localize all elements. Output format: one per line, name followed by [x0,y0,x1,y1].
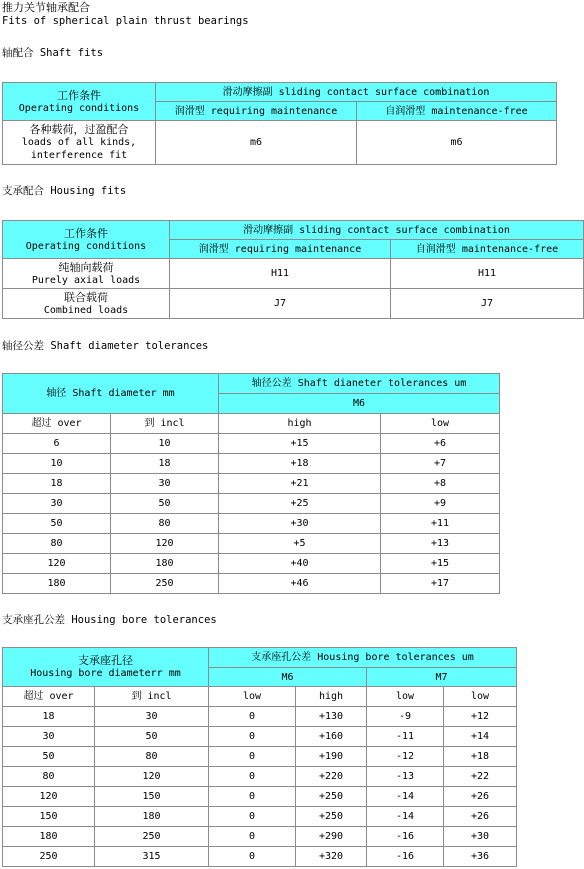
cell: 0 [209,767,296,787]
cell: 120 [3,554,111,574]
cell: 0 [209,847,296,867]
m7-low-header-2: low [444,687,517,707]
requiring-maintenance-header: 润滑型 requiring maintenance [170,240,391,259]
cell: 250 [95,827,209,847]
cell: 80 [111,514,219,534]
cell: -11 [367,727,444,747]
cell: +18 [219,454,381,474]
tolerance-class-m6: M6 [209,668,367,687]
housing-fits-table [2,220,584,319]
cell: +26 [444,807,517,827]
cell: +15 [381,554,500,574]
condition-label-cn: 纯轴向载荷 [58,260,114,274]
incl-header: 到 incl [111,414,219,434]
cell: +290 [296,827,367,847]
cell: 0 [209,807,296,827]
cell: +13 [381,534,500,554]
table-row [3,534,500,554]
shaft-tolerances-table [2,373,500,594]
cell: +250 [296,787,367,807]
table-row [3,434,500,454]
cell: 150 [95,787,209,807]
cell: 0 [209,787,296,807]
cell: +12 [444,707,517,727]
cell: +17 [381,574,500,594]
fit-value-cell: J7 [170,289,391,319]
cell: -12 [367,747,444,767]
table-row [3,554,500,574]
cell: 30 [3,494,111,514]
table-row [3,827,517,847]
over-header: 超过 over [3,687,95,707]
cell: -9 [367,707,444,727]
maintenance-free-header: 自润滑型 maintenance-free [391,240,584,259]
table-row [3,767,517,787]
condition-label-en: Combined loads [43,304,129,316]
cell: 30 [95,707,209,727]
table-row [3,707,517,727]
tolerance-class-m6: M6 [219,394,500,414]
cell: +25 [219,494,381,514]
cell: 10 [3,454,111,474]
shaft-tolerance-header: 轴径公差 Shaft dianeter tolerances um [219,374,500,394]
cell: +36 [444,847,517,867]
conditions-header-cn: 工作条件 [64,226,108,240]
condition-label-cn: 各种载荷，过盈配合 [29,123,129,136]
cell: 50 [111,494,219,514]
cell: 120 [111,534,219,554]
incl-header: 到 incl [95,687,209,707]
cell: 180 [3,827,95,847]
cell: 18 [3,474,111,494]
cell: 180 [95,807,209,827]
cell: 120 [95,767,209,787]
cell: 50 [3,514,111,534]
table-row [3,474,500,494]
cell: 315 [95,847,209,867]
cell: 250 [3,847,95,867]
m7-low-header: low [367,687,444,707]
cell: +30 [444,827,517,847]
cell: +190 [296,747,367,767]
over-header: 超过 over [3,414,111,434]
cell: +30 [219,514,381,534]
housing-tolerances-heading: 支承座孔公差 Housing bore tolerances [2,614,217,626]
conditions-header-en: Operating conditions [18,102,140,114]
cell: +220 [296,767,367,787]
combination-header: 滑动摩擦副 sliding contact surface combination [156,83,557,102]
cell: +15 [219,434,381,454]
cell: 6 [3,434,111,454]
table-row [3,454,500,474]
condition-cell [3,289,170,319]
table-row [3,494,500,514]
fit-value-cell: m6 [156,121,357,165]
cell: +7 [381,454,500,474]
cell: 120 [3,787,95,807]
condition-label-cn: 联合载荷 [64,290,108,304]
page-title-en: Fits of spherical plain thrust bearings [2,15,249,27]
shaft-fits-heading: 轴配合 Shaft fits [2,47,104,59]
housing-diameter-header-en: Housing bore diameterr mm [30,668,181,679]
page-title-cn: 推力关节轴承配合 [2,1,90,14]
table-row [3,807,517,827]
table-row [3,847,517,867]
cell: +18 [444,747,517,767]
tolerance-class-m7: M7 [367,668,517,687]
fit-value-cell: H11 [170,259,391,289]
cell: +6 [381,434,500,454]
cell: +5 [219,534,381,554]
cell: -16 [367,827,444,847]
shaft-fits-table [2,82,557,165]
cell: 30 [111,474,219,494]
conditions-header [3,221,170,259]
fit-value-cell: J7 [391,289,584,319]
conditions-header-en: Operating conditions [25,240,147,252]
cell: +320 [296,847,367,867]
high-header: high [219,414,381,434]
cell: 80 [95,747,209,767]
cell: -13 [367,767,444,787]
cell: +9 [381,494,500,514]
condition-label-en: Purely axial loads [31,274,141,286]
cell: 80 [3,767,95,787]
cell: +46 [219,574,381,594]
cell: +14 [444,727,517,747]
cell: +130 [296,707,367,727]
shaft-diameter-header: 轴径 Shaft diameter mm [3,374,219,414]
m6-low-header: low [209,687,296,707]
cell: 10 [111,434,219,454]
cell: 180 [111,554,219,574]
housing-tolerances-table [2,647,517,867]
cell: 0 [209,707,296,727]
cell: 30 [3,727,95,747]
low-header: low [381,414,500,434]
fit-value-cell: m6 [357,121,557,165]
shaft-tolerances-heading: 轴径公差 Shaft diameter tolerances [2,340,209,352]
condition-label-en1: loads of all kinds, [21,137,137,148]
cell: 18 [3,707,95,727]
cell: +250 [296,807,367,827]
requiring-maintenance-header: 润滑型 requiring maintenance [156,102,357,121]
cell: -14 [367,787,444,807]
cell: +11 [381,514,500,534]
housing-diameter-header [3,648,209,687]
condition-label-en2: interference fit [30,150,128,161]
cell: 80 [3,534,111,554]
combination-header: 滑动摩擦副 sliding contact surface combination [170,221,584,240]
cell: +40 [219,554,381,574]
condition-cell [3,121,156,165]
table-row [3,574,500,594]
housing-diameter-header-cn: 支承座孔径 [78,654,133,667]
cell: 0 [209,727,296,747]
cell: 150 [3,807,95,827]
cell: 250 [111,574,219,594]
cell: +26 [444,787,517,807]
condition-cell [3,259,170,289]
table-row [3,514,500,534]
m6-high-header: high [296,687,367,707]
cell: 18 [111,454,219,474]
cell: -16 [367,847,444,867]
conditions-header-cn: 工作条件 [57,88,101,102]
cell: 0 [209,747,296,767]
fit-value-cell: H11 [391,259,584,289]
cell: 180 [3,574,111,594]
table-row [3,747,517,767]
housing-tolerance-header: 支承座孔公差 Housing bore tolerances um [209,648,517,668]
cell: +8 [381,474,500,494]
cell: +160 [296,727,367,747]
cell: 50 [95,727,209,747]
table-row [3,787,517,807]
table-row [3,727,517,747]
maintenance-free-header: 自润滑型 maintenance-free [357,102,557,121]
cell: +21 [219,474,381,494]
cell: 50 [3,747,95,767]
cell: -14 [367,807,444,827]
cell: 0 [209,827,296,847]
housing-fits-heading: 支承配合 Housing fits [2,185,127,197]
cell: +22 [444,767,517,787]
conditions-header [3,83,156,121]
